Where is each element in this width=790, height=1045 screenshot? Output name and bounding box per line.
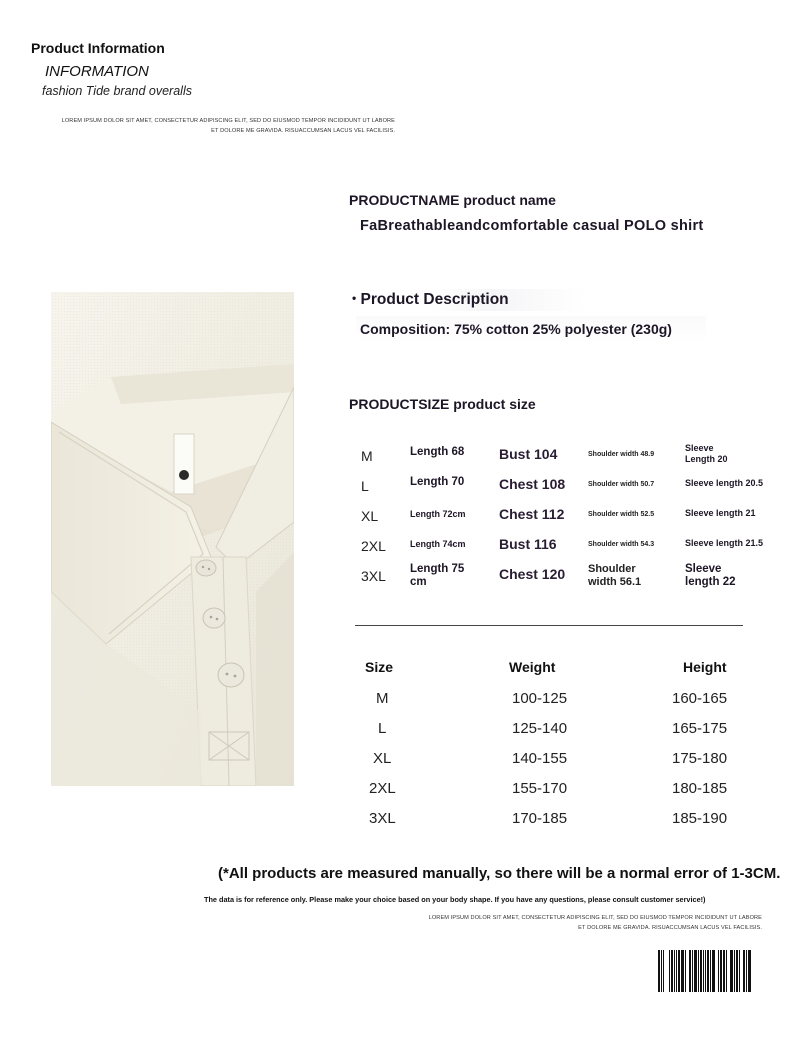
table-cell-height: 180-185: [672, 780, 728, 797]
sleeve-cell: Sleeve length 21.5: [685, 538, 764, 548]
size-cell: L: [361, 478, 369, 494]
table-cell-size: 3XL: [369, 810, 396, 827]
size-cell: 3XL: [361, 568, 386, 584]
table-cell-height: 175-180: [672, 750, 728, 767]
size-cell: 2XL: [361, 538, 386, 554]
shoulder-cell: Shoulder width 54.3: [588, 541, 655, 548]
length-cell: Length 70: [410, 476, 465, 488]
size-cell: XL: [361, 508, 379, 524]
lorem-text-top: LOREM IPSUM DOLOR SIT AMET, CONSECTETUR ADIPISCING ELIT, SED DO EIUSMOD TEMPOR INCIDIDUNT UT LABORE ET DOLORE ME GRAVIDA. RISUACCUMSAN LACUS VEL FACILISIS.: [61, 118, 395, 134]
reference-note: The data is for reference only. Please make your choice based on your body shape. If you have any questions, please consult customer service!): [204, 895, 706, 904]
length-cell: Length 68: [410, 446, 465, 458]
size-cell: M: [361, 448, 373, 464]
sleeve-cell: Sleeve length 21: [685, 508, 756, 518]
table-cell-height: 160-165: [672, 690, 728, 707]
product-description-heading: [352, 291, 509, 309]
brand-tagline: fashion Tide brand overalls: [42, 84, 192, 98]
size-row: [0, 536, 790, 566]
bust-cell: Chest 112: [499, 506, 565, 522]
section-subtitle: INFORMATION: [45, 63, 149, 80]
shoulder-cell: Shoulder width 52.5: [588, 511, 655, 518]
table-cell-weight: 170-185: [512, 810, 568, 827]
sleeve-cell: Sleeve length 20.5: [685, 478, 764, 488]
bust-cell: Bust 104: [499, 446, 558, 462]
size-row: [0, 506, 790, 536]
composition-text: Composition: 75% cotton 25% polyester (230g): [360, 321, 672, 337]
bullet-dot-icon: •: [352, 291, 357, 305]
lorem-text-bottom: LOREM IPSUM DOLOR SIT AMET, CONSECTETUR ADIPISCING ELIT, SED DO EIUSMOD TEMPOR INCIDIDUNT UT LABORE ET DOLORE ME GRAVIDA. RISUACCUMSAN LACUS VEL FACILISIS.: [428, 915, 762, 931]
table-cell-height: 185-190: [672, 810, 728, 827]
column-header-weight: Weight: [509, 659, 556, 675]
divider: [355, 625, 743, 626]
length-cell: Length 75 cm: [410, 563, 465, 588]
product-size-label: PRODUCTSIZE product size: [349, 396, 536, 412]
product-name-label: PRODUCTNAME product name: [349, 192, 556, 208]
length-cell: Length 74cm: [410, 539, 466, 549]
bust-cell: Chest 108: [499, 476, 566, 492]
size-row: [0, 476, 790, 506]
table-cell-size: L: [378, 720, 387, 737]
table-cell-weight: 125-140: [512, 720, 568, 737]
product-description-label: Product Description: [360, 291, 509, 308]
column-header-size: Size: [365, 659, 394, 675]
shoulder-cell: Shoulder width 48.9: [588, 451, 655, 458]
table-cell-size: XL: [373, 750, 392, 767]
table-cell-size: M: [376, 690, 389, 707]
table-cell-size: 2XL: [369, 780, 396, 797]
page-title: Product Information: [31, 40, 165, 56]
barcode-icon: [658, 950, 759, 992]
size-row: [0, 563, 790, 596]
measurement-note: (*All products are measured manually, so there will be a normal error of 1-3CM.: [218, 865, 781, 882]
sleeve-cell: Sleeve Length 20: [685, 443, 728, 464]
column-header-height: Height: [683, 659, 727, 675]
bust-cell: Bust 116: [499, 536, 557, 552]
length-cell: Length 72cm: [410, 509, 466, 519]
product-name-value: FaBreathableandcomfortable casual POLO shirt: [360, 218, 704, 234]
table-cell-height: 165-175: [672, 720, 728, 737]
sleeve-cell: Sleeve length 22: [685, 563, 736, 588]
shoulder-cell: Shoulder width 50.7: [588, 481, 655, 488]
table-cell-weight: 100-125: [512, 690, 568, 707]
table-cell-weight: 140-155: [512, 750, 568, 767]
size-row: [0, 443, 790, 476]
shoulder-cell: Shoulder width 56.1: [588, 563, 642, 588]
table-cell-weight: 155-170: [512, 780, 568, 797]
bust-cell: Chest 120: [499, 566, 566, 582]
